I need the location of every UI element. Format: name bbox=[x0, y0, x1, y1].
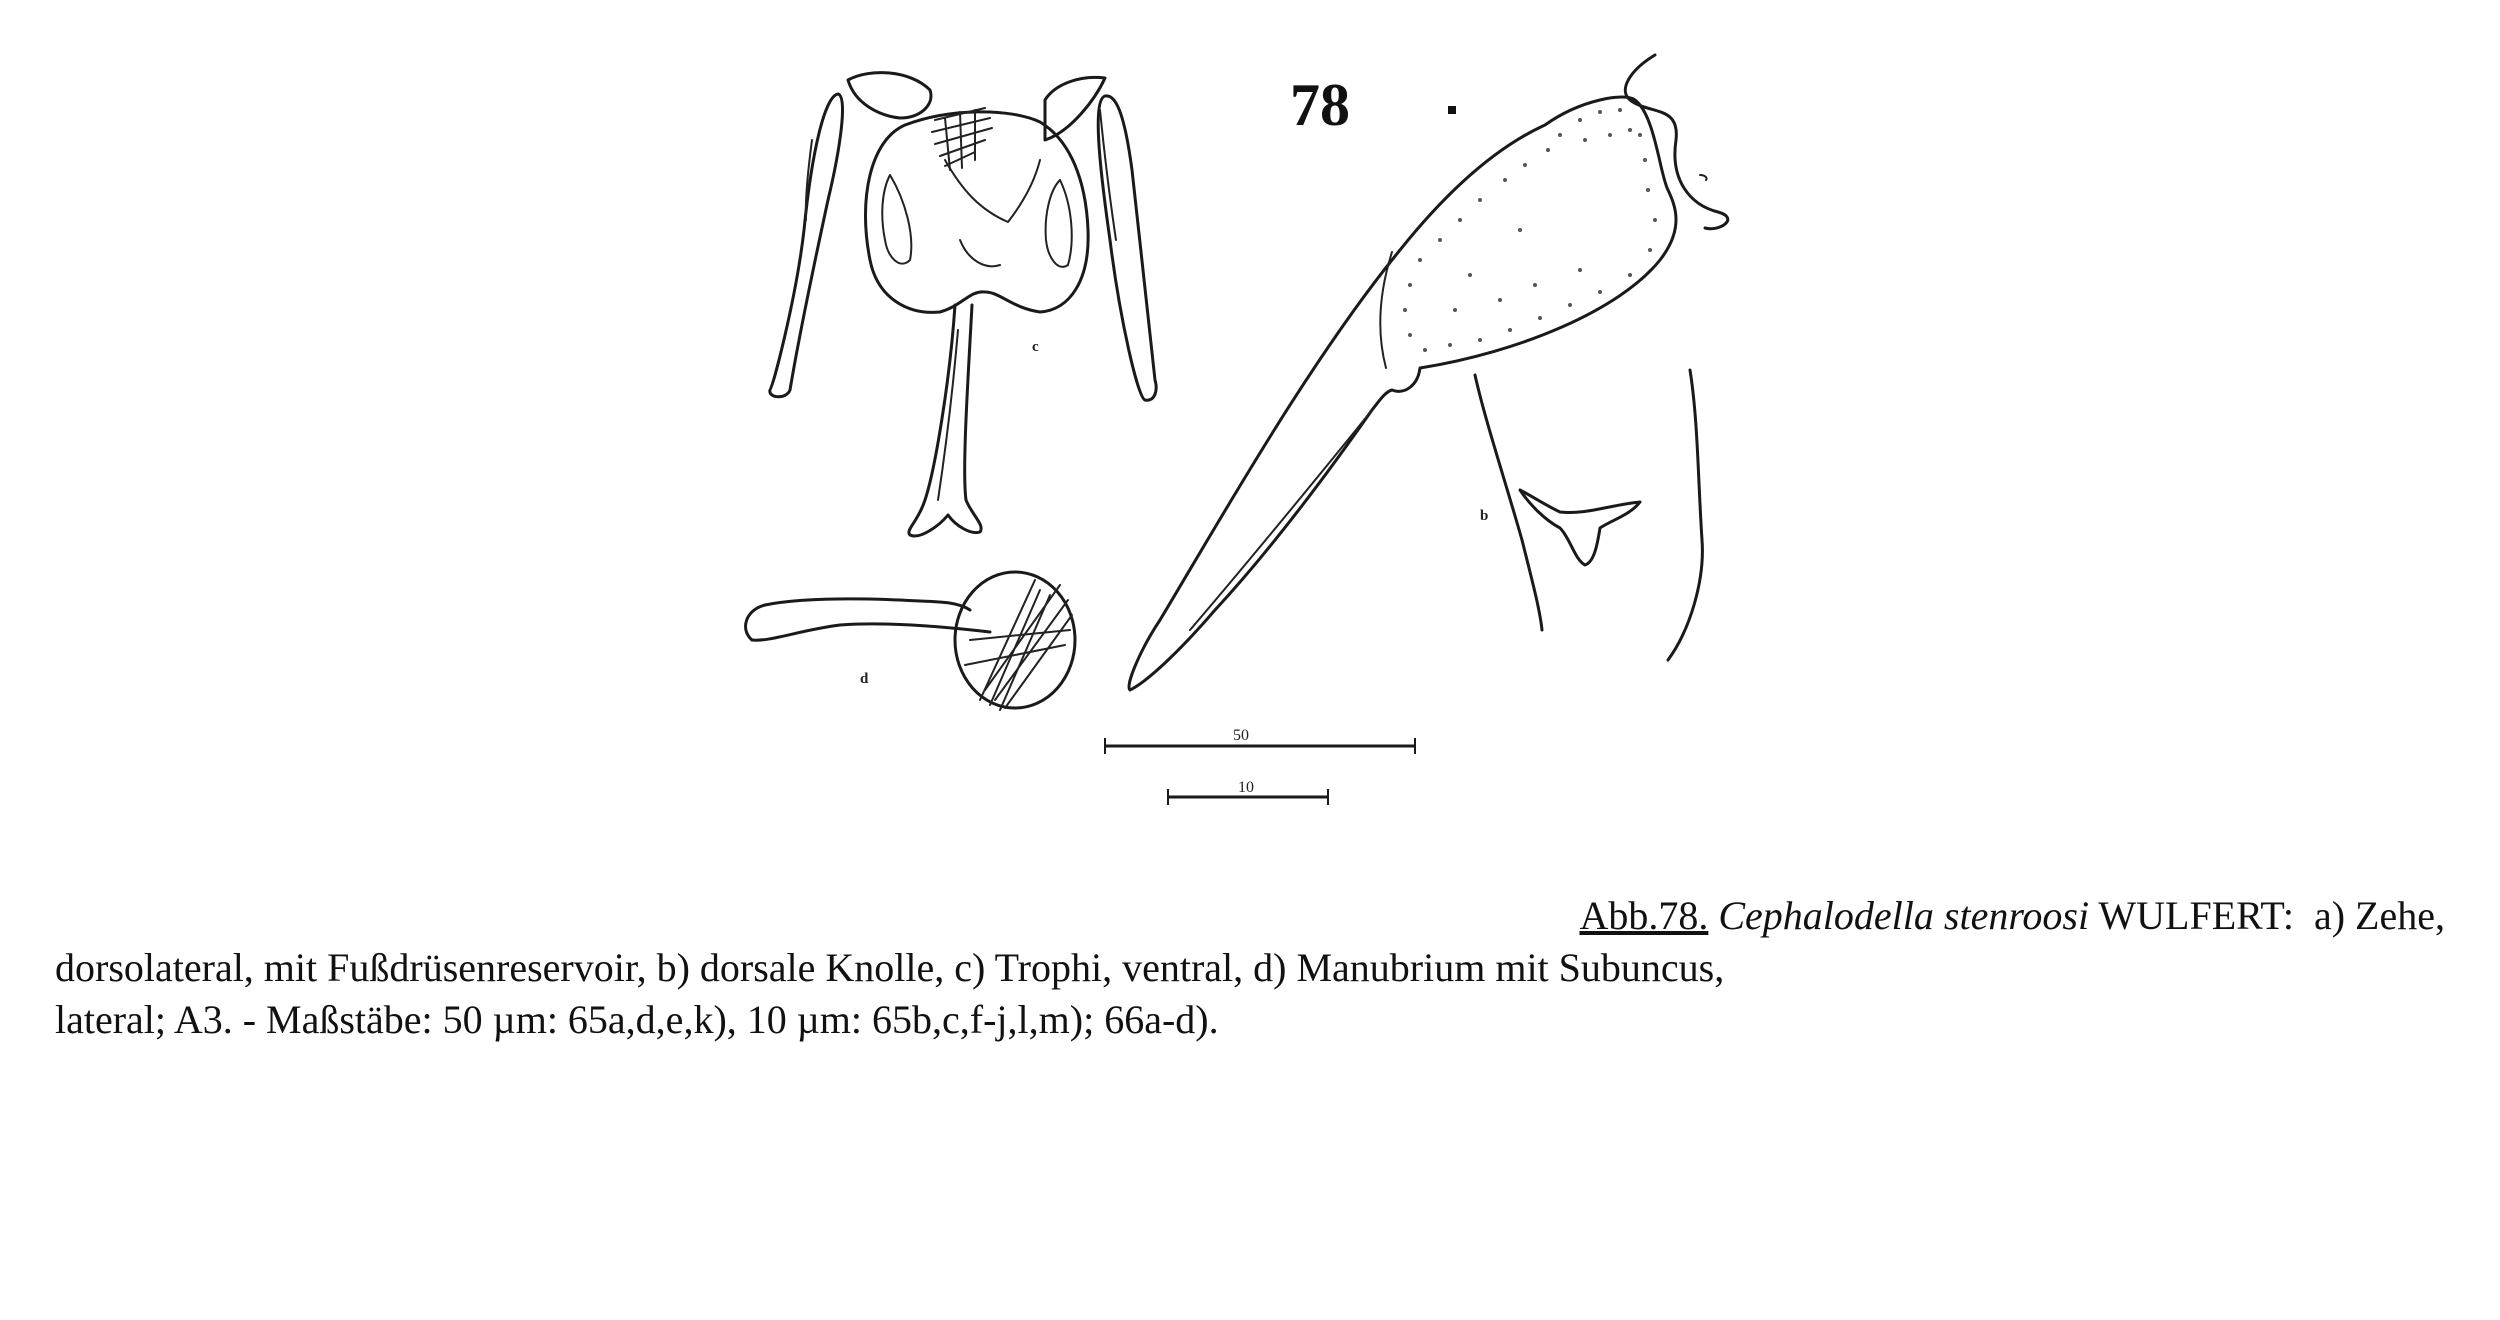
dorsal-knob-drawing bbox=[1475, 370, 1702, 660]
caption-line-1 bbox=[55, 890, 2445, 942]
figure-caption bbox=[55, 890, 2445, 1046]
caption-part-a: a) Zehe, bbox=[2313, 893, 2445, 938]
figure-number: 78 bbox=[1290, 72, 1350, 138]
caption-author: WULFERT: bbox=[2098, 893, 2294, 938]
part-label-c: c bbox=[1032, 339, 1039, 355]
trophi-ventral-drawing bbox=[770, 73, 1156, 536]
part-label-b: b bbox=[1480, 508, 1489, 524]
toe-drawing bbox=[1129, 55, 1728, 690]
scale-bar-upper bbox=[1105, 738, 1415, 754]
part-label-d: d bbox=[860, 671, 869, 687]
scale-bar-upper-label: 50 bbox=[1233, 727, 1249, 744]
manubrium-subuncus-drawing bbox=[746, 572, 1075, 710]
scale-bar-lower-label: 10 bbox=[1238, 779, 1254, 796]
caption-line-3: lateral; A3. - Maßstäbe: 50 µm: 65a,d,e,k), 10 µm: 65b,c,f-j,l,m); 66a-d). bbox=[55, 997, 1219, 1042]
caption-line-2: dorsolateral, mit Fußdrüsenreservoir, b) dorsale Knolle, c) Trophi, ventral, d) Manubrium mit Subuncus, bbox=[55, 945, 1725, 990]
figure-dot bbox=[1448, 106, 1456, 114]
caption-species: Cephalodella stenroosi bbox=[1718, 893, 2090, 938]
caption-figure-ref: Abb.78. bbox=[1579, 893, 1709, 938]
